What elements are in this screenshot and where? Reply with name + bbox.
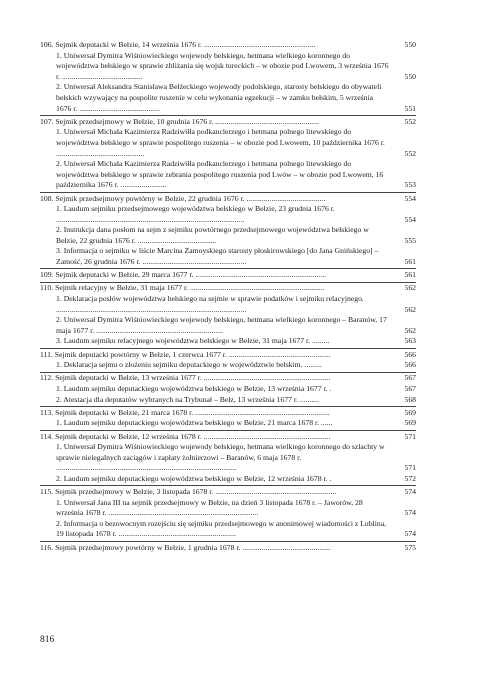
toc-subentry: [40, 315, 416, 336]
entry-page-number: 561: [404, 257, 416, 267]
entry-title: 109. Sejmik deputacki w Bełzie, 29 marca 1677 r. ....................................................................: [40, 270, 327, 280]
entry-title: 112. Sejmik deputacki w Bełzie, 13 września 1677 r. ..................................................................: [40, 373, 331, 383]
entry-page-number: 562: [404, 304, 416, 314]
toc-section-entry: [40, 373, 416, 384]
entry-title: 1. Uniwersał Dymitra Wiśniowieckiego wojewody bełskiego, hetmana wielkiego koronnego do szlachty w sprawie nielegalnych zaciągów i zapłaty żołnierzowi – Baranów, 6 maja 1678 r. ..............................................................................................: [56, 442, 385, 473]
entry-title: 106. Sejmik deputacki w Bełzie, 14 września 1676 r. ..........................................................: [40, 40, 316, 49]
entry-title: 3. Laudum sejmiku relacyjnego województwa bełskiego w Bełzie, 31 maja 1677 r. .........: [56, 336, 330, 346]
entry-page-number: 552: [404, 116, 416, 126]
toc-subentry: [40, 82, 416, 114]
entry-title: 2. Instrukcja dana posłom na sejm z sejmiku powtórnego przedsejmowego województwa bełskiego w Bełzie, 22 grudnia 1676 r. .........................................: [56, 225, 369, 245]
entry-title: 110. Sejmik relacyjny w Bełzie, 31 maja 1677 r. ......................................................................: [40, 283, 325, 293]
entry-title: 115. Sejmik przedsejmowy w Bełzie, 3 listopada 1678 r. ...............................................................: [40, 487, 337, 497]
entry-title: 3. Informacja o sejmiku w liście Marcina Zamoyskiego starosty płoskirowskiego [do Jana Gnińskiego] – Zamość, 26 grudnia 1676 r. ......................................................: [56, 246, 379, 267]
entry-page-number: 563: [404, 336, 416, 346]
toc-subentry: [40, 360, 416, 371]
toc-subentry: [40, 225, 416, 246]
toc-subentry: [40, 418, 416, 429]
entry-page-number: 551: [404, 103, 416, 113]
entry-page-number: 552: [404, 148, 416, 158]
entry-title: 2. Atestacja dla deputatów wybranych na Trybunał – Bełz, 13 września 1677 r. ..........: [56, 394, 320, 404]
entry-page-number: 567: [404, 373, 416, 383]
entry-page-number: 561: [404, 270, 416, 280]
entry-page-number: 574: [404, 508, 416, 518]
entry-page-number: 550: [404, 40, 416, 49]
entry-page-number: 568: [404, 394, 416, 404]
toc-subentry: [40, 294, 416, 315]
toc-subentry: [40, 159, 416, 191]
entry-title: 2. Uniwersał Aleksandra Stanisława Bełżeckiego wojewody podolskiego, starosty bełskiego do obywateli bełskich wzywający na pospolite ruszenie w celu wykonania egzekucji – w zamku bełskim, 5 września 1676 r. ..........................................: [56, 82, 382, 113]
entry-page-number: 574: [404, 529, 416, 539]
entry-title: 1. Laudum sejmiku przedsejmowego województwa bełskiego w Bełzie, 23 grudnia 1676 r. ..................................................................................................: [56, 204, 335, 224]
entry-title: 108. Sejmik przedsejmowy powtórny w Bełzie, 22 grudnia 1676 r. .........................................: [40, 193, 326, 203]
entry-page-number: 569: [404, 407, 416, 417]
toc-subentry: [40, 498, 416, 519]
entry-title: 1. Uniwersał Michała Kazimierza Radziwiłła podkanclerzego i hetmana polnego litewskiego do województwa bełskiego w sprawie pospolitego ruszenia – w obozie pod Lwowem, 10 października 1676 r. ..............................................: [56, 127, 385, 158]
entry-page-number: 575: [404, 542, 416, 552]
entry-page-number: 566: [404, 349, 416, 359]
entry-title: 107. Sejmik przedsejmowy w Bełzie, 10 grudnia 1676 r. ......................................................: [40, 116, 319, 126]
entry-page-number: 571: [404, 463, 416, 473]
toc-subentry: [40, 204, 416, 225]
toc-subentry: [40, 384, 416, 395]
toc-section-entry: [40, 350, 416, 361]
entry-page-number: 555: [404, 235, 416, 245]
entry-title: 2. Uniwersał Michała Kazimierza Radziwiłła podkanclerzego i hetmana polnego litewskiego do województwa bełskiego w sprawie zebrania pospolitego ruszenia pod Lwów – w obozie pod Lwowem, 16 października 1676 r. ........................: [56, 159, 384, 190]
entry-title: 111. Sejmik deputacki powtórny w Bełzie, 1 czerwca 1677 r. .....................................................: [40, 349, 331, 359]
entry-title: 1. Deklaracja posłów województwa bełskiego na sejmie w sprawie podatków i sejmiku relacyjnego. ...................................................................................................: [56, 294, 364, 314]
entry-page-number: 572: [404, 473, 416, 483]
entry-title: 1. Uniwersał Jana III na sejmik przedsejmowy w Bełzie, na dzień 3 listopada 1678 r. – Jaworów, 28 września 1678 r. ..............................................................................: [56, 497, 363, 518]
page-number: 816: [40, 635, 55, 645]
toc-section-entry: [40, 117, 416, 128]
entry-title: 1. Laudum sejmiku deputackiego województwa bełskiego w Bełzie, 21 marca 1678 r. ......: [56, 418, 333, 428]
toc-section-entry: [40, 432, 416, 443]
table-of-contents: [40, 40, 416, 553]
entry-title: 113. Sejmik deputacki w Bełzie, 21 marca 1678 r. ......................................................................: [40, 407, 330, 417]
entry-page-number: 574: [404, 487, 416, 497]
entry-title: 1. Deklaracja sejmu o złożeniu sejmiku deputackiego w województwie bełskim. .........: [56, 360, 322, 370]
toc-section-entry: [40, 283, 416, 294]
toc-subentry: [40, 395, 416, 406]
entry-page-number: 571: [404, 431, 416, 441]
entry-title: 116. Sejmik przedsejmowy powtórny w Bełzie, 1 grudnia 1678 r. ..............................................: [40, 542, 331, 552]
entry-title: 1. Laudum sejmiku deputackiego województwa bełskiego w Bełzie, 13 września 1677 r. .: [56, 383, 332, 393]
toc-section-entry: [40, 194, 416, 205]
entry-title: 2. Informacja o bezowocnym rozejściu się sejmiku przedsejmowego w anonimowej wiadomości z Lublina, 19 listopada 1678 r. .............................................................: [56, 518, 387, 539]
entry-page-number: 550: [404, 71, 416, 81]
entry-page-number: 554: [404, 214, 416, 224]
toc-subentry: [40, 442, 416, 474]
toc-section-entry: [40, 543, 416, 554]
entry-page-number: 566: [404, 360, 416, 370]
entry-page-number: 562: [404, 325, 416, 335]
toc-subentry: [40, 519, 416, 540]
entry-page-number: 567: [404, 383, 416, 393]
entry-title: 1. Uniwersał Dymitra Wiśniowieckiego wojewody bełskiego, hetmana wielkiego koronnego do województwa bełskiego w sprawie zbliżania się wojsk tureckich – w obozie pod Lwowem, 3 września 1676 r. ..........................................: [56, 50, 389, 81]
toc-subentry: [40, 474, 416, 485]
toc-subentry: [40, 336, 416, 347]
toc-section-entry: [40, 40, 416, 51]
entry-title: 114. Sejmik deputacki w Bełzie, 12 września 1678 r. ..................................................................: [40, 431, 331, 441]
toc-subentry: [40, 246, 416, 267]
entry-page-number: 562: [404, 283, 416, 293]
entry-title: 2. Uniwersał Dymitra Wiśniowieckiego wojewody bełskiego, hetmana wielkiego koronnego – Baranów, 17 maja 1677 r. ..................................................................: [56, 315, 387, 335]
toc-subentry: [40, 127, 416, 159]
toc-section-entry: [40, 408, 416, 419]
entry-page-number: 569: [404, 418, 416, 428]
toc-subentry: [40, 51, 416, 83]
entry-page-number: 553: [404, 180, 416, 190]
entry-page-number: 554: [404, 193, 416, 203]
entry-title: 2. Laudum sejmiku deputackiego województwa bełskiego w Bełzie, 12 września 1678 r. .: [56, 473, 332, 483]
toc-section-entry: [40, 487, 416, 498]
toc-section-entry: [40, 270, 416, 281]
